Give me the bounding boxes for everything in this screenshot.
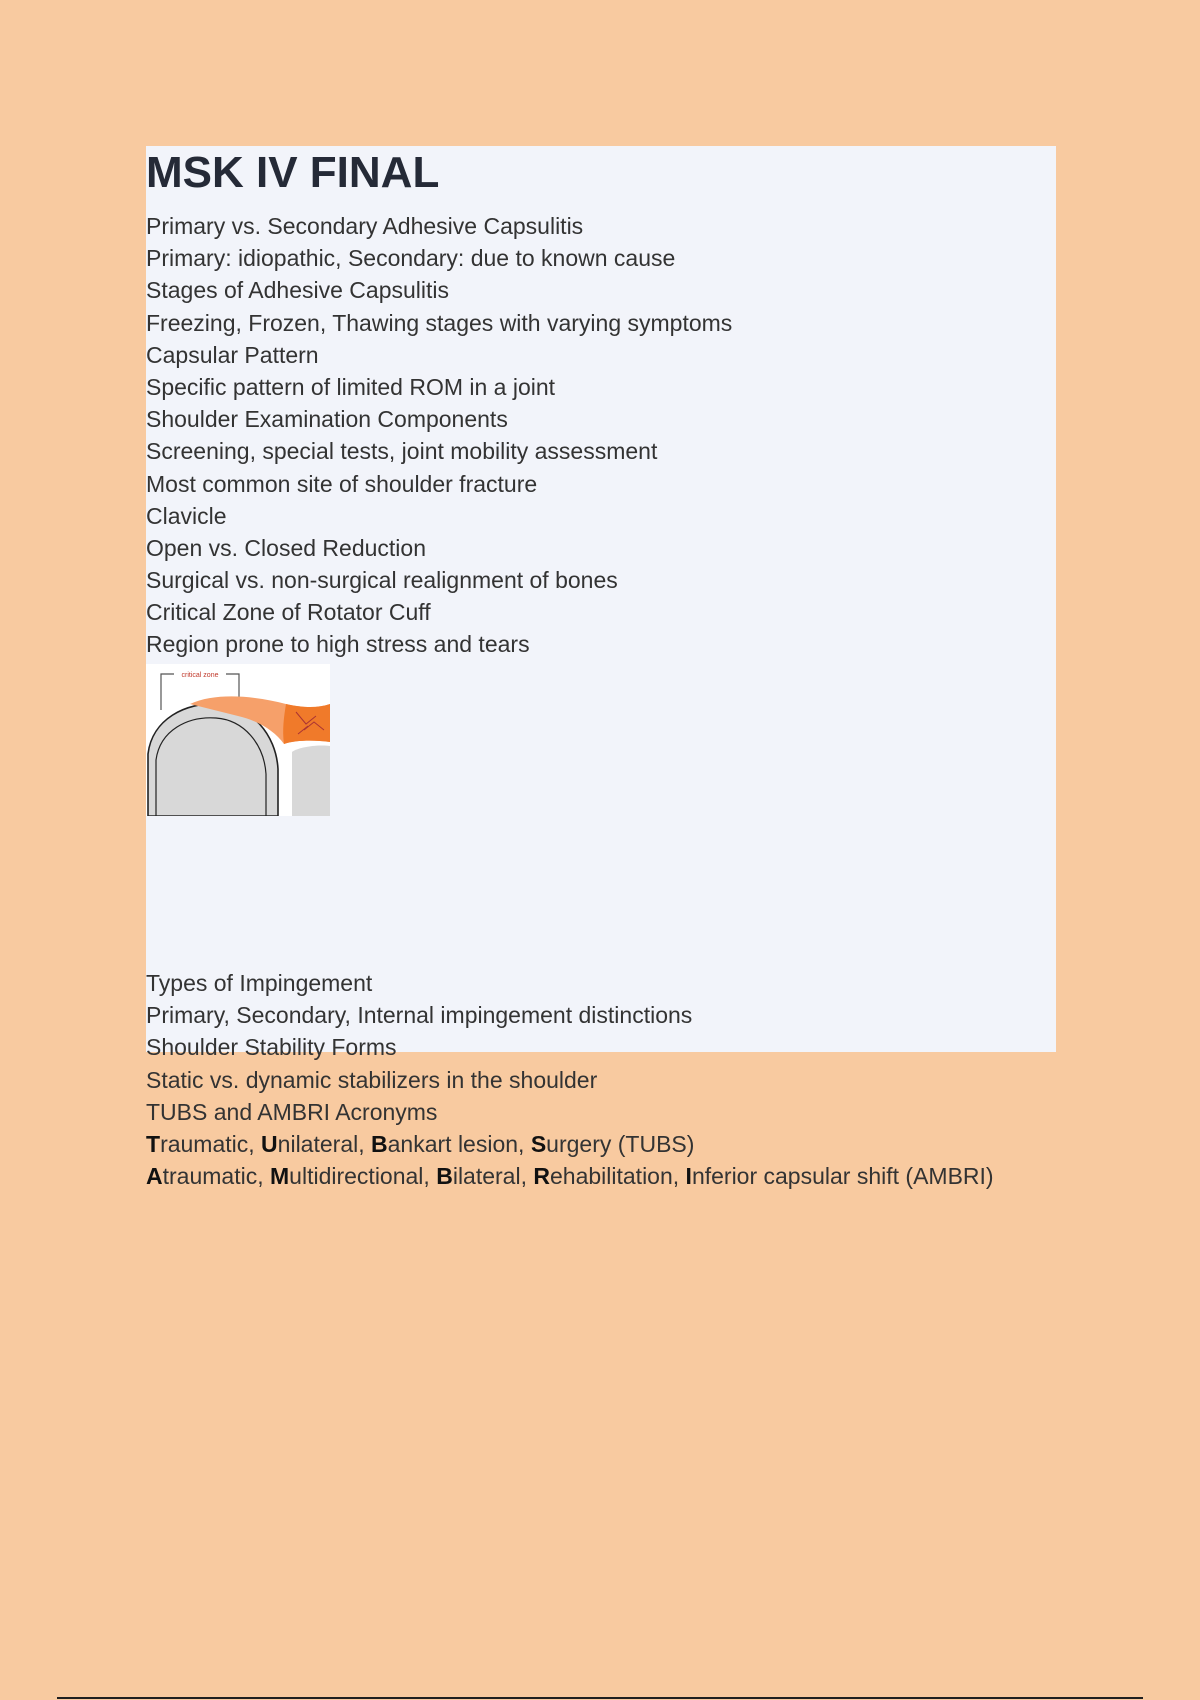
acronym-word: ehabilitation,: [550, 1163, 686, 1190]
definition-line: Static vs. dynamic stabilizers in the shoulder: [146, 1066, 598, 1093]
footer-divider: [57, 1697, 1143, 1699]
acronym-letter: S: [530, 1130, 547, 1157]
acronym-word: traumatic,: [162, 1163, 270, 1190]
definition-line: Region prone to high stress and tears: [146, 631, 530, 658]
critical-zone-label: critical zone: [181, 672, 219, 679]
term-line: Shoulder Examination Components: [146, 406, 508, 433]
acronym-word: nilateral,: [277, 1130, 371, 1157]
definition-line: Specific pattern of limited ROM in a joint: [146, 373, 556, 400]
acronym-word: urgery (TUBS): [546, 1130, 695, 1157]
acronym-word: ultidirectional,: [289, 1163, 437, 1190]
acronym-letter: U: [261, 1130, 278, 1157]
definition-line: Screening, special tests, joint mobility assessment: [146, 438, 658, 465]
rotator-cuff-critical-zone-figure: [146, 664, 330, 816]
term-list: [146, 210, 732, 661]
acronym-word: raumatic,: [160, 1130, 262, 1157]
term-line: Most common site of shoulder fracture: [146, 470, 538, 497]
term-line: TUBS and AMBRI Acronyms: [146, 1098, 438, 1125]
term-line: Capsular Pattern: [146, 341, 319, 368]
term-list-continued: [146, 967, 994, 1192]
study-card: [146, 146, 1056, 1190]
term-line: Primary vs. Secondary Adhesive Capsulitis: [146, 213, 584, 239]
acronym-letter: R: [533, 1163, 550, 1190]
acronym-letter: A: [146, 1163, 163, 1190]
acronym-letter: B: [371, 1130, 388, 1157]
term-line: Shoulder Stability Forms: [146, 1034, 397, 1061]
acronym-letter: B: [436, 1163, 453, 1190]
acronym-word: ankart lesion,: [387, 1130, 531, 1157]
term-line: Critical Zone of Rotator Cuff: [146, 599, 431, 626]
term-line: Open vs. Closed Reduction: [146, 534, 426, 561]
term-line: Stages of Adhesive Capsulitis: [146, 277, 450, 304]
tubs-definition-line: [146, 1128, 994, 1160]
shoulder-diagram-illustration: [146, 664, 330, 816]
definition-line: Clavicle: [146, 502, 227, 529]
acronym-word: nferior capsular shift (AMBRI): [691, 1163, 994, 1190]
acronym-letter: T: [146, 1130, 161, 1157]
definition-line: Primary, Secondary, Internal impingement distinctions: [146, 1002, 693, 1029]
acronym-word: ilateral,: [452, 1163, 534, 1190]
definition-line: Freezing, Frozen, Thawing stages with varying symptoms: [146, 309, 733, 336]
definition-line: Primary: idiopathic, Secondary: due to known cause: [146, 245, 676, 272]
acronym-letter: I: [685, 1163, 692, 1190]
ambri-definition-line: [146, 1160, 994, 1192]
definition-line: Surgical vs. non-surgical realignment of bones: [146, 567, 618, 594]
acronym-letter: M: [270, 1163, 290, 1190]
document-title: MSK IV FINAL: [146, 148, 440, 197]
term-line: Types of Impingement: [146, 970, 373, 996]
